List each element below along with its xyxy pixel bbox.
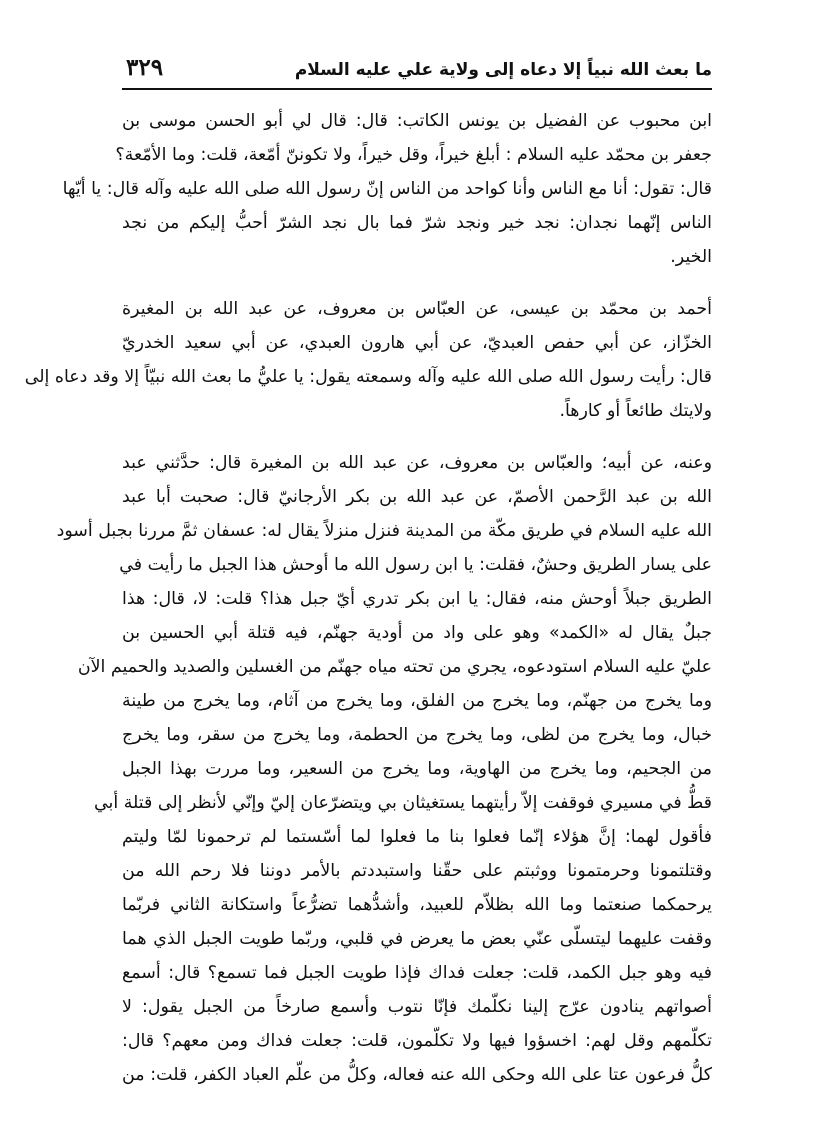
text-line: وعنه، عن أبيه؛ والعبّاس بن معروف، عن عبد الله بن المغيرة قال: حدَّثني عبد [122,453,712,473]
text-line: جبلٌ يقال له «الكمد» وهو على واد من أودية جهنّم، فيه قتلة أبي الحسين بن [122,623,712,643]
running-header [122,50,712,90]
text-line: الله بن عبد الرَّحمن الأصمّ، عن عبد الله بن بكر الأرجانيّ قال: صحبت أبا عبد [122,487,712,507]
text-line: وقتلتمونا وحرمتمونا ووثبتم على حقّنا واستبددتم بالأمر دوننا فلا رحم الله من [122,861,712,881]
text-line: كلُّ فرعون عتا على الله وحكى الله عنه فعاله، وكلُّ من علّم العباد الكفر، قلت: من [122,1065,712,1085]
text-line: يرحمكما صنعتما وما الله بظلاّم للعبيد، وأشدُّهما تضرُّعاً واستكانة الثاني فربّما [122,895,712,915]
text-line: أصواتهم ينادون عرّج إلينا نكلّمك فإنّا نتوب وأسمع صارخاً من الجبل يقول: لا [122,997,712,1017]
text-line: عليّ عليه السلام استودعوه، يجري من تحته مياه جهنّم من الغسلين والصديد والحميم الآن [77,657,712,677]
paragraph-1 [62,104,712,274]
text-line: قال: تقول: أنا مع الناس وأنا كواحد من الناس إنّ رسول الله صلى الله عليه وآله قال: يا أيّها [62,179,712,199]
text-line: فأقول لهما: إنَّ هؤلاء إنّما فعلوا بنا ما فعلوا لما أسّستما لم ترحمونا لمّا وليتم [122,827,712,847]
text-line: الناس إنّهما نجدان: نجد خير ونجد شرّ فما بال نجد الشرّ أحبُّ إليكم من نجد [122,213,712,233]
text-line: خبال، وما يخرج من لظى، وما يخرج من الحطمة، وما يخرج من سقر، وما يخرج [122,725,712,745]
header-divider [122,88,712,90]
text-line: على يسار الطريق وحشٌ، فقلت: يا ابن رسول الله ما أوحش هذا الجبل ما رأيت في [119,555,712,575]
text-line: وقفت عليهما ليتسلّى عنّي بعض ما يعرض في قلبي، وربّما طويت الجبل الذي هما [122,929,712,949]
page-body [24,104,712,1092]
text-line: من الجحيم، وما يخرج من الهاوية، وما يخرج من السعير، وما مررت بهذا الجبل [122,759,712,779]
text-line: ابن محبوب عن الفضيل بن يونس الكاتب: قال: قال لي أبو الحسن موسى بن [122,111,712,131]
text-line: الخير. [670,247,712,267]
text-line: ولايتك طائعاً أو كارهاً. [559,401,712,421]
text-line: تكلّمهم وقل لهم: اخسؤوا فيها ولا تكلّمون، قلت: جعلت فداك ومن معهم؟ قال: [122,1031,712,1051]
paragraph-gap [122,428,712,446]
text-line: قطُّ في مسيري فوقفت إلاّ رأيتهما يستغيثان بي ويتضرّعان إليّ وإنّي لأنظر إلى قتلة أبي [94,793,712,813]
text-line: الخزّاز، عن أبي حفص العبديّ، عن أبي هارون العبدي، عن أبي سعيد الخدريّ [122,333,712,353]
paragraph-2 [24,292,712,428]
header-title: ما بعث الله نبياً إلا دعاه إلى ولاية علي عليه السلام [294,60,712,80]
paragraph-3 [56,446,712,1092]
text-line: الطريق جبلاً أوحش منه، فقال: يا ابن بكر تدري أيّ جبل هذا؟ قلت: لا، قال: هذا [122,589,712,609]
text-line: أحمد بن محمّد بن عيسى، عن العبّاس بن معروف، عن عبد الله بن المغيرة [122,299,712,319]
paragraph-gap [122,274,712,292]
text-line: وما يخرج من جهنّم، وما يخرج من الفلق، وما يخرج من آثام، وما يخرج من طينة [122,691,712,711]
text-line: جعفر بن محمّد عليه السلام : أبلغ خيراً، وقل خيراً، ولا تكوننّ أمّعة، قلت: وما الأمّعة؟ [115,145,712,165]
text-line: فيه وهو جبل الكمد، قلت: جعلت فداك فإذا طويت الجبل فما تسمع؟ قال: أسمع [122,963,712,983]
text-line: الله عليه السلام في طريق مكّة من المدينة فنزل منزلاً يقال له: عسفان ثمَّ مررنا بجبل أسود [56,521,712,541]
text-line: قال: رأيت رسول الله صلى الله عليه وآله وسمعته يقول: يا عليُّ ما بعث الله نبيّاً إلا وقد دعاه إلى [24,367,712,387]
page-number: ٣٢٩ [126,54,164,81]
